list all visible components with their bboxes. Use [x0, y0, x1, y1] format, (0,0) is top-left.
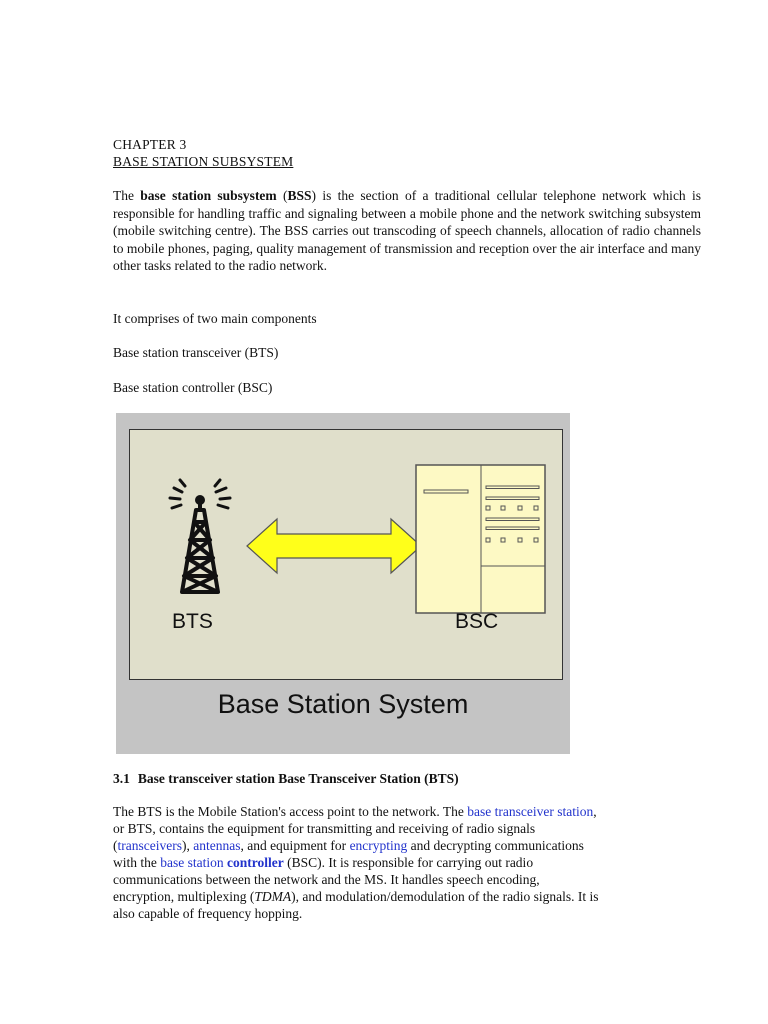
bts-text: communications between the network and the MS. It handles speech encoding,	[113, 872, 540, 887]
bss-diagram	[116, 413, 570, 754]
bts-text: ), and modulation/demodulation of the radio signals. It is	[291, 889, 599, 904]
component-bsc: Base station controller (BSC)	[113, 380, 273, 395]
tdma-term: TDMA	[254, 889, 292, 904]
section-heading	[113, 771, 459, 787]
intro-open: (	[276, 188, 288, 203]
link-controller[interactable]: controller	[227, 855, 284, 870]
bts-text: encryption, multiplexing (	[113, 889, 255, 904]
chapter-label: CHAPTER 3	[113, 137, 187, 152]
bts-text: ,	[593, 804, 597, 819]
component-bts: Base station transceiver (BTS)	[113, 345, 279, 360]
section-title: Base transceiver station Base Transceiver Station (BTS)	[137, 771, 459, 786]
bts-text: , and equipment for	[240, 838, 350, 853]
link-antennas[interactable]: antennas	[193, 838, 241, 853]
bss-abbreviation: BSS	[287, 188, 312, 203]
bsc-cabinet-icon	[415, 464, 547, 616]
bts-text: and decrypting communications	[407, 838, 584, 853]
bts-paragraph	[113, 803, 703, 922]
diagram-panel	[129, 429, 563, 680]
intro-prefix: The	[113, 188, 141, 203]
double-arrow-icon	[245, 517, 423, 575]
diagram-caption: Base Station System	[217, 689, 469, 719]
section-number: 3.1	[113, 771, 130, 786]
link-base-transceiver-station[interactable]: base transceiver station	[467, 804, 594, 819]
components-intro: It comprises of two main components	[113, 311, 317, 326]
bsc-label: BSC	[455, 610, 499, 633]
bts-text: with the	[113, 855, 161, 870]
bts-text: The BTS is the Mobile Station's access point to the network. The	[113, 804, 468, 819]
link-encrypting[interactable]: encrypting	[349, 838, 408, 853]
chapter-heading	[113, 136, 293, 170]
bts-text: (BSC). It is responsible for carrying out radio	[283, 855, 534, 870]
bts-text: (	[113, 838, 118, 853]
antenna-tower-icon	[154, 470, 244, 595]
intro-paragraph	[113, 187, 701, 275]
link-base-station[interactable]: base station	[160, 855, 224, 870]
link-transceivers[interactable]: transceivers	[117, 838, 182, 853]
bts-text: also capable of frequency hopping.	[113, 906, 303, 921]
bts-label: BTS	[172, 610, 213, 633]
intro-rest: ) is the section of a traditional cellular telephone network which is responsible for handling traffic and signaling between a mobile phone and the network switching subsystem (mobile switching centre). The BSS carries out transcoding of speech channels, allocation of radio channels to mobile phones, paging, quality management of transmission and reception over the air interface and many other tasks related to the radio network.	[113, 188, 701, 273]
bts-text: ),	[181, 838, 194, 853]
bts-text: or BTS, contains the equipment for transmitting and receiving of radio signals	[113, 821, 536, 836]
chapter-title: BASE STATION SUBSYSTEM	[113, 154, 294, 169]
bss-term: base station subsystem	[140, 188, 277, 203]
